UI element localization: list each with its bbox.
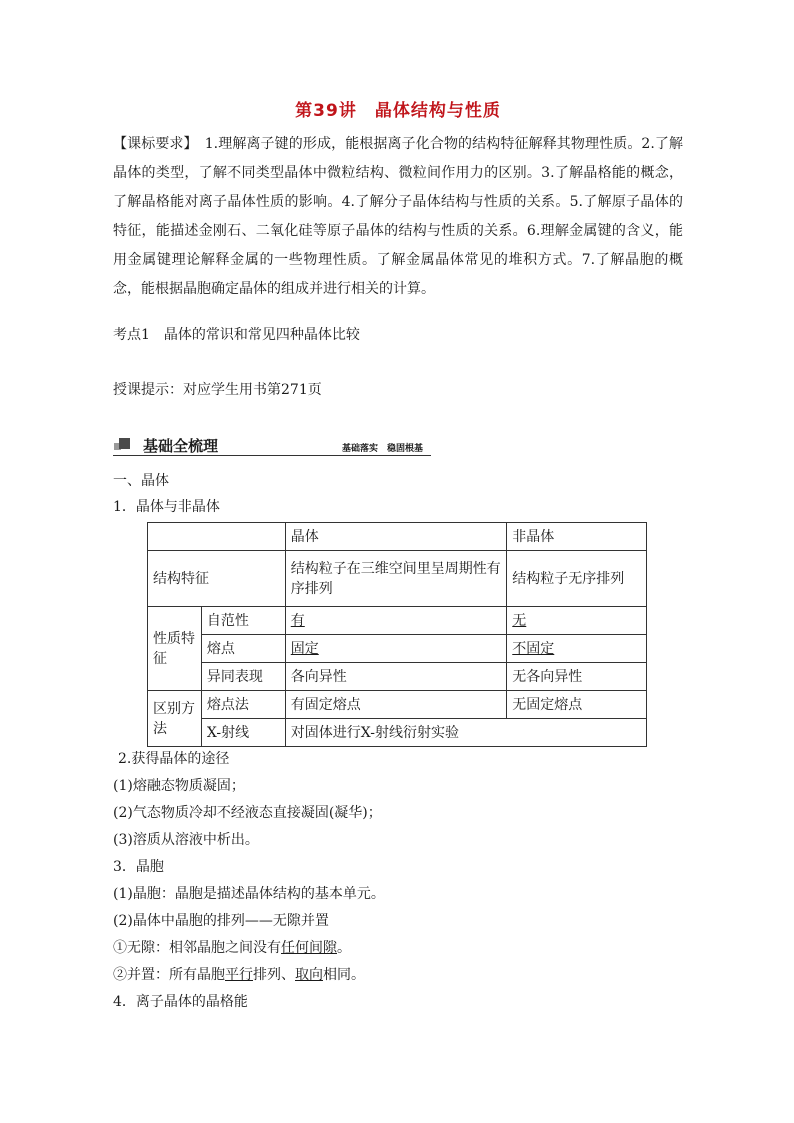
table-cell-structure-amorphous: 结构粒子无序排列 bbox=[507, 551, 647, 607]
table-cell-property-amorphous: 无各向异性 bbox=[507, 663, 647, 691]
underlined-answer: 平行 bbox=[225, 967, 253, 983]
underlined-answer: 固定 bbox=[290, 640, 319, 657]
table-cell-property-label: 性质特征 bbox=[148, 607, 202, 691]
table-cell-method-name: X-射线 bbox=[201, 719, 285, 747]
list-item: (2)气态物质冷却不经液态直接凝固(凝华)； bbox=[113, 805, 382, 821]
table-row bbox=[148, 719, 647, 747]
underlined-answer: 有 bbox=[290, 612, 305, 629]
table-cell-property-amorphous bbox=[507, 635, 647, 663]
table-row bbox=[148, 551, 647, 607]
table-cell-property-crystal: 各向异性 bbox=[285, 663, 507, 691]
table-cell-structure-label: 结构特征 bbox=[148, 551, 286, 607]
text-fragment: 相同。 bbox=[323, 967, 365, 983]
table-header-crystal: 晶体 bbox=[285, 523, 507, 551]
text-fragment: 。 bbox=[337, 940, 351, 956]
table-row bbox=[148, 523, 647, 551]
page-title: 第39讲 晶体结构与性质 bbox=[295, 101, 501, 121]
requirements-paragraph bbox=[113, 130, 683, 304]
text-fragment: 排列、 bbox=[253, 967, 295, 983]
heading-cell: 3．晶胞 bbox=[113, 859, 164, 875]
comparison-table bbox=[147, 522, 647, 747]
gap-line bbox=[113, 937, 351, 957]
table-row bbox=[148, 635, 647, 663]
cell-definition: (1)晶胞：晶胞是描述晶体结构的基本单元。 bbox=[113, 886, 385, 902]
table-cell-property-name: 熔点 bbox=[201, 635, 285, 663]
underlined-answer: 不固定 bbox=[512, 640, 555, 657]
table-cell-property-crystal bbox=[285, 635, 507, 663]
heading-crystal-vs-amorphous: 1．晶体与非晶体 bbox=[113, 499, 220, 515]
section-label: 基础全梳理 bbox=[143, 437, 219, 455]
table-cell-method-name: 熔点法 bbox=[201, 691, 285, 719]
parallel-line bbox=[113, 964, 365, 984]
table-cell-property-name: 异同表现 bbox=[201, 663, 285, 691]
table-header-amorphous: 非晶体 bbox=[507, 523, 647, 551]
table-cell-property-name: 自范性 bbox=[201, 607, 285, 635]
table-row bbox=[148, 607, 647, 635]
heading-lattice-energy: 4．离子晶体的晶格能 bbox=[113, 994, 248, 1010]
section-sub: 基础落实 稳固根基 bbox=[341, 444, 423, 454]
lecture-hint: 授课提示：对应学生用书第271页 bbox=[113, 382, 322, 398]
table-row bbox=[148, 691, 647, 719]
table-cell-property-crystal bbox=[285, 607, 507, 635]
table-cell-method-label: 区别方法 bbox=[148, 691, 202, 747]
text-fragment: ②并置：所有晶胞 bbox=[113, 967, 225, 983]
table-cell-empty bbox=[148, 523, 286, 551]
heading-crystal: 一、晶体 bbox=[113, 473, 169, 489]
table-cell-structure-crystal: 结构粒子在三维空间里呈周期性有序排列 bbox=[285, 551, 507, 607]
table-row bbox=[148, 663, 647, 691]
requirements-text: 1.理解离子键的形成，能根据离子化合物的结构特征解释其物理性质。2.了解晶体的类型，了解不同类型晶体中微粒结构、微粒间作用力的区别。3.了解晶格能的概念，了解晶格能对离子晶体性质的影响。4.了解分子晶体结构与性质的关系。5.了解原子晶体的特征，能描述金刚石、二氧化硅等原子晶体的结构与性质的关系。6.理解金属键的含义，能用金属键理论解释金属的一些物理性质。了解金属晶体常见的堆积方式。7.了解晶胞的概念，能根据晶胞确定晶体的组成并进行相关的计算。 bbox=[113, 136, 684, 297]
table-cell-method-amorphous: 无固定熔点 bbox=[507, 691, 647, 719]
section-square-icon bbox=[119, 438, 130, 449]
table-cell-property-amorphous bbox=[507, 607, 647, 635]
underlined-answer: 取向 bbox=[295, 967, 323, 983]
list-item: (1)熔融态物质凝固； bbox=[113, 778, 245, 794]
table-cell-method-both: 对固体进行X-射线衍射实验 bbox=[285, 719, 646, 747]
heading-ways: 2.获得晶体的途径 bbox=[118, 751, 230, 767]
section-bar bbox=[113, 433, 431, 456]
underlined-answer: 任何间隙 bbox=[281, 940, 337, 956]
kaodian-heading: 考点1 晶体的常识和常见四种晶体比较 bbox=[113, 327, 360, 343]
table-cell-method-crystal: 有固定熔点 bbox=[285, 691, 507, 719]
requirements-label: 【课标要求】 bbox=[113, 136, 191, 152]
text-fragment: ①无隙：相邻晶胞之间没有 bbox=[113, 940, 281, 956]
list-item: (3)溶质从溶液中析出。 bbox=[113, 832, 259, 848]
underlined-answer: 无 bbox=[512, 612, 527, 629]
cell-arrangement: (2)晶体中晶胞的排列——无隙并置 bbox=[113, 913, 329, 929]
